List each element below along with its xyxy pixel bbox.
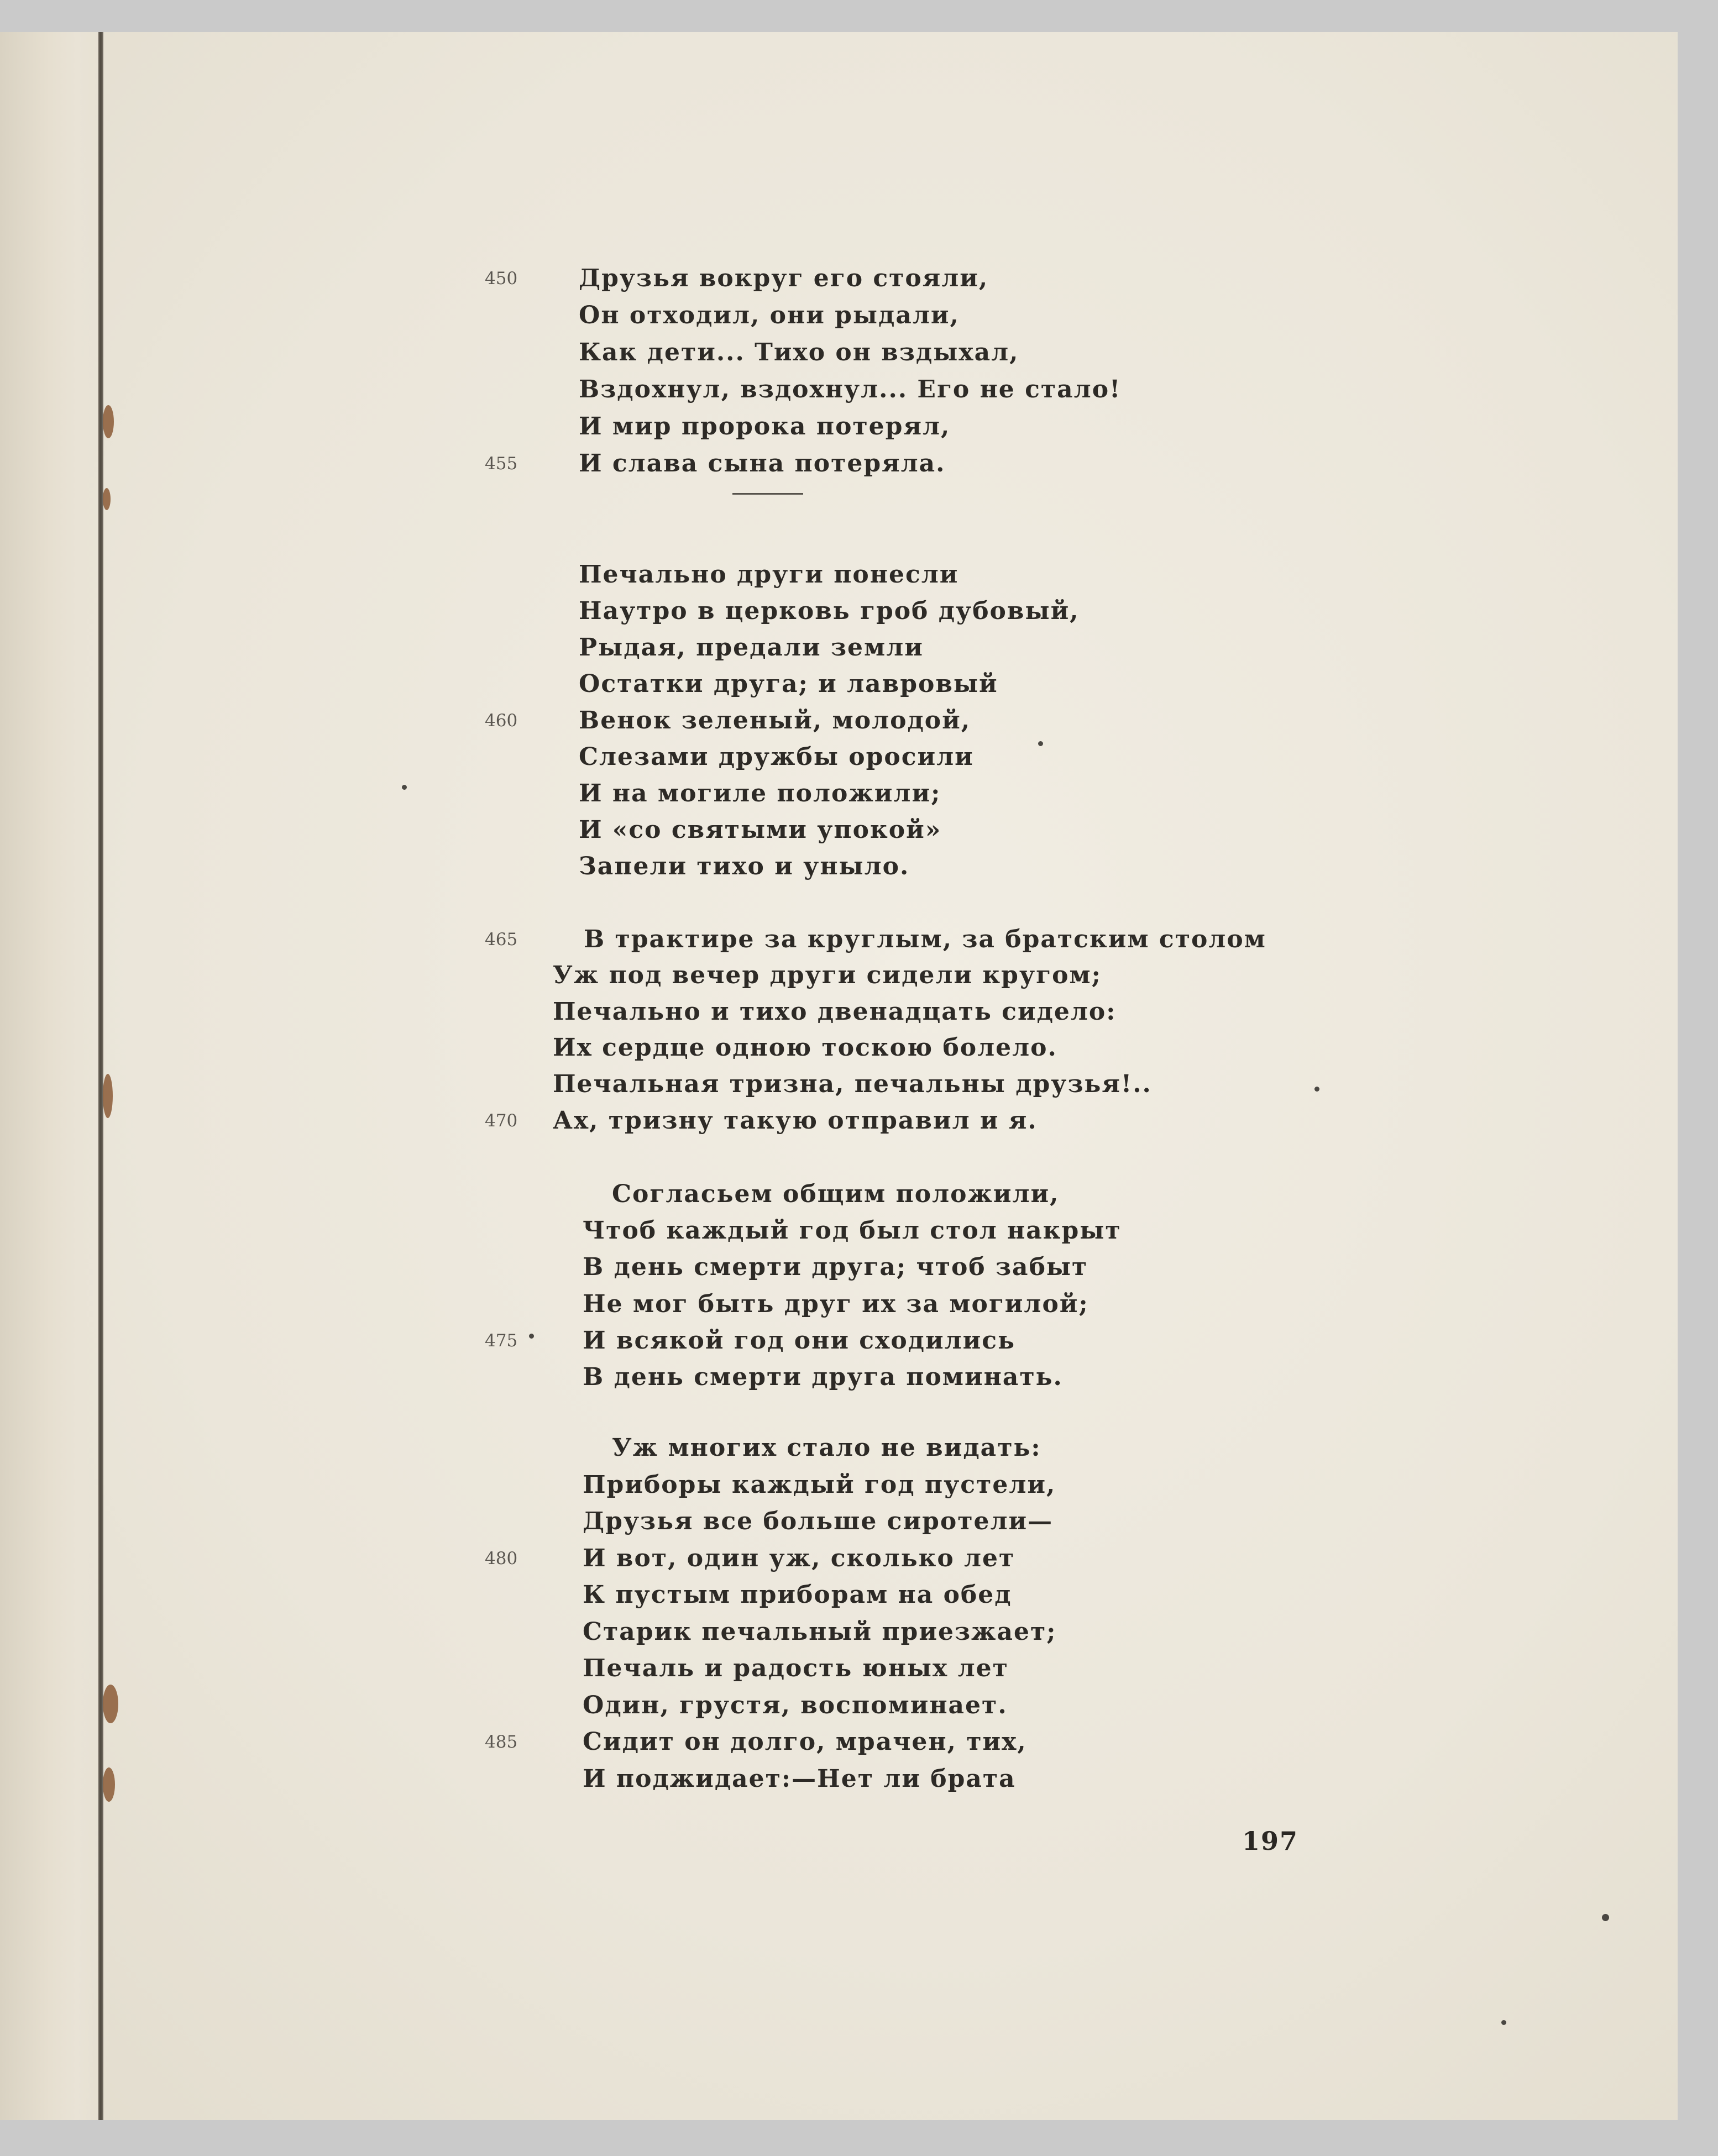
verse-line: Наутро в церковь гроб дубовый, [579,597,1080,625]
verse-line: Уж многих стало не видать: [612,1434,1041,1462]
verse-line: Один, грустя, воспоминает. [583,1691,1008,1719]
foxing-stain [103,1685,118,1723]
verse-line: В день смерти друга; чтоб забыт [583,1253,1088,1281]
ink-speck [1501,2020,1506,2025]
verse-line: И мир пророка потерял, [579,412,951,440]
verse-line: Согласьем общим положили, [612,1180,1060,1208]
verse-line: В трактире за круглым, за братским столом [584,925,1266,953]
foxing-stain [103,1074,113,1118]
line-number: 480 [485,1549,518,1569]
foxing-stain [103,405,114,438]
ink-speck [1314,1087,1319,1092]
line-number: 460 [485,711,518,731]
ink-speck [1602,1914,1609,1921]
verse-line: И слава сына потеряла. [579,449,946,478]
page-gutter [0,32,111,2120]
verse-line: Друзья вокруг его стояли, [579,264,989,292]
line-number: 455 [485,454,518,474]
verse-line: Чтоб каждый год был стол накрыт [583,1216,1122,1245]
verse-line: И «со святыми упокой» [579,816,942,844]
verse-line: Печально и тихо двенадцать сидело: [553,998,1117,1026]
verse-line: Слезами дружбы оросили [579,743,974,771]
page-number: 197 [1242,1826,1299,1856]
section-divider [732,493,803,495]
verse-line: Венок зеленый, молодой, [579,706,971,735]
verse-line: Печальная тризна, печальны друзья!.. [553,1070,1152,1098]
line-number: 465 [485,930,518,950]
book-page [0,32,1678,2120]
ink-speck [1038,741,1043,746]
verse-line: В день смерти друга поминать. [583,1363,1063,1391]
ink-speck [402,785,407,790]
verse-line: Печаль и радость юных лет [583,1654,1009,1682]
verse-line: Старик печальный приезжает; [583,1618,1057,1646]
verse-line: Он отходил, они рыдали, [579,301,960,329]
verse-line: Приборы каждый год пустели, [583,1471,1056,1499]
verse-line: И поджидает:—Нет ли брата [583,1765,1016,1793]
verse-line: Печально други понесли [579,560,959,589]
line-number: 475 [485,1331,518,1351]
verse-line: Уж под вечер други сидели кругом; [553,961,1102,989]
book-spine [98,32,103,2120]
line-number: 450 [485,269,518,288]
verse-line: Вздохнул, вздохнул... Его не стало! [579,375,1122,403]
verse-line: И вот, один уж, сколько лет [583,1544,1015,1572]
verse-line: Друзья все больше сиротели— [583,1507,1054,1535]
verse-line: Не мог быть друг их за могилой; [583,1290,1089,1318]
line-number: 470 [485,1111,518,1131]
verse-line: И всякой год они сходились [583,1326,1015,1355]
verse-line: Запели тихо и уныло. [579,852,910,880]
line-number: 485 [485,1732,518,1752]
foxing-stain [103,1767,115,1802]
verse-line: Их сердце одною тоскою болело. [553,1034,1057,1062]
verse-line: К пустым приборам на обед [583,1581,1012,1609]
verse-line: Сидит он долго, мрачен, тих, [583,1728,1027,1756]
verse-line: Рыдая, предали земли [579,633,924,662]
foxing-stain [103,488,111,510]
verse-line: И на могиле положили; [579,779,941,807]
verse-line: Остатки друга; и лавровый [579,670,998,698]
verse-line: Как дети... Тихо он вздыхал, [579,338,1019,366]
ink-speck [529,1334,534,1339]
verse-line: Ах, тризну такую отправил и я. [553,1106,1038,1135]
